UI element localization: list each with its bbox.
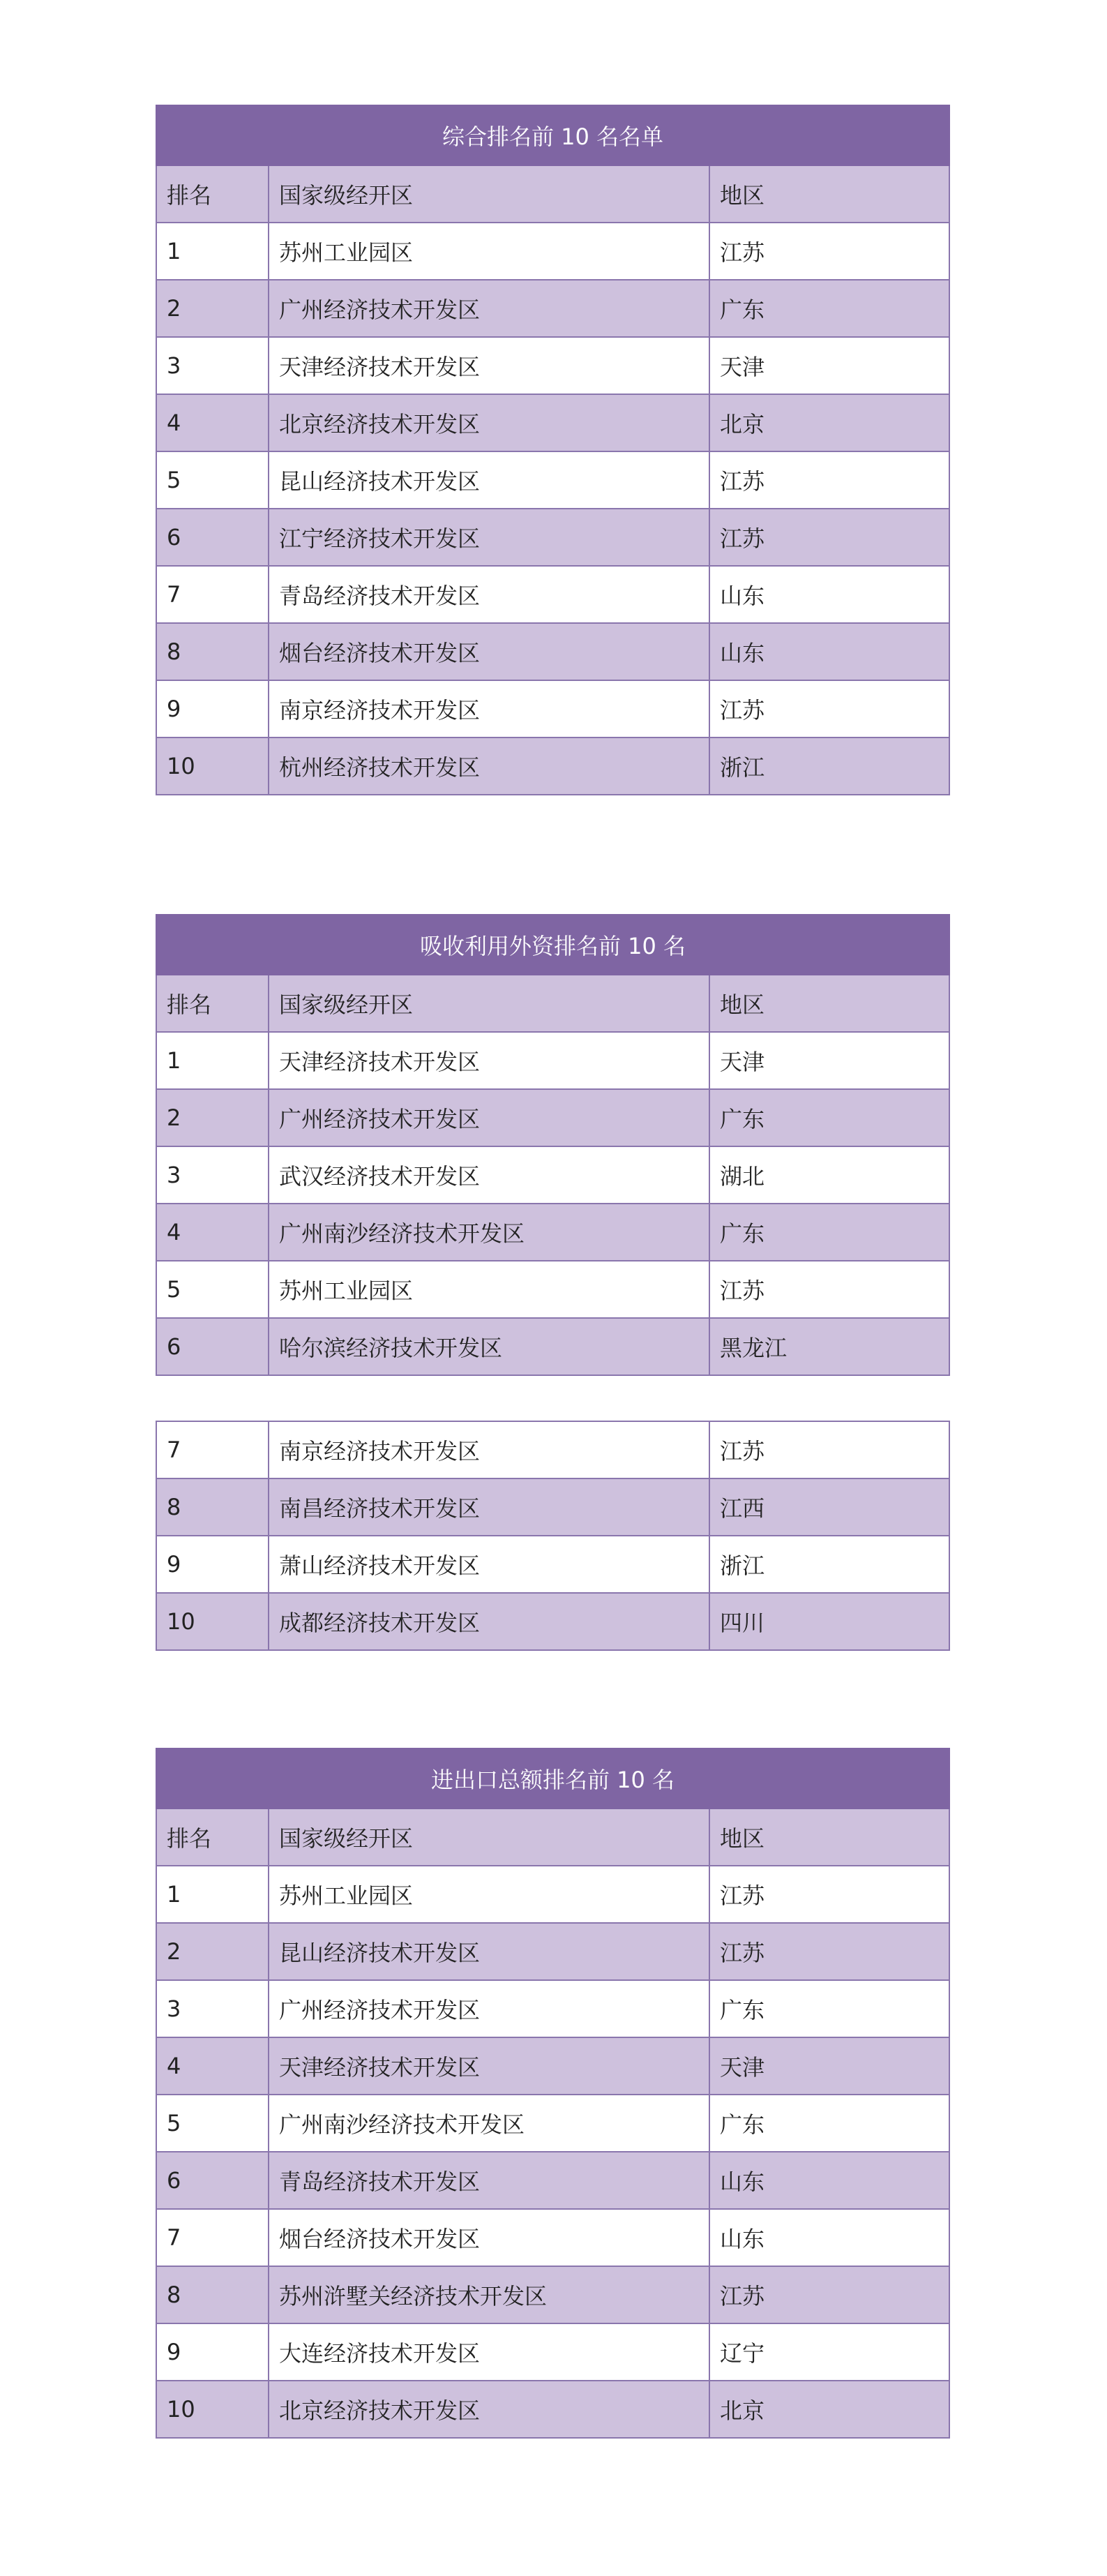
header-region: 地区	[709, 165, 949, 223]
zone-cell: 苏州工业园区	[269, 223, 709, 280]
table-row	[156, 280, 949, 337]
zone-cell: 天津经济技术开发区	[269, 337, 709, 394]
table-row	[156, 223, 949, 280]
region-cell: 江苏	[709, 680, 949, 737]
table-row	[156, 1089, 949, 1146]
region-cell: 广东	[709, 1980, 949, 2037]
header-region: 地区	[709, 975, 949, 1032]
region-cell: 江苏	[709, 509, 949, 566]
zone-cell: 昆山经济技术开发区	[269, 451, 709, 509]
region-cell: 江苏	[709, 1866, 949, 1923]
rank-cell: 5	[156, 2095, 269, 2152]
overall-ranking-table	[156, 105, 950, 795]
table-row	[156, 623, 949, 680]
table-header-row	[156, 975, 949, 1032]
zone-cell: 广州经济技术开发区	[269, 1089, 709, 1146]
region-cell: 江苏	[709, 223, 949, 280]
rank-cell: 6	[156, 2152, 269, 2209]
zone-cell: 青岛经济技术开发区	[269, 2152, 709, 2209]
rank-cell: 7	[156, 566, 269, 623]
zone-cell: 广州南沙经济技术开发区	[269, 1204, 709, 1261]
rank-cell: 6	[156, 509, 269, 566]
zone-cell: 烟台经济技术开发区	[269, 2209, 709, 2266]
zone-cell: 哈尔滨经济技术开发区	[269, 1318, 709, 1375]
region-cell: 北京	[709, 2381, 949, 2438]
foreign-investment-ranking-table-continued	[156, 1421, 950, 1651]
region-cell: 广东	[709, 1089, 949, 1146]
zone-cell: 天津经济技术开发区	[269, 2037, 709, 2095]
table-row	[156, 2381, 949, 2438]
rank-cell: 4	[156, 1204, 269, 1261]
table-title-row	[156, 1748, 949, 1809]
region-cell: 江苏	[709, 1421, 949, 1478]
region-cell: 江苏	[709, 2266, 949, 2323]
table-row	[156, 2266, 949, 2323]
region-cell: 广东	[709, 280, 949, 337]
table-row	[156, 337, 949, 394]
table-row	[156, 1923, 949, 1980]
header-rank: 排名	[156, 975, 269, 1032]
zone-cell: 萧山经济技术开发区	[269, 1536, 709, 1593]
rank-cell: 3	[156, 337, 269, 394]
table-row	[156, 1980, 949, 2037]
region-cell: 江苏	[709, 1923, 949, 1980]
region-cell: 四川	[709, 1593, 949, 1650]
header-zone: 国家级经开区	[269, 165, 709, 223]
region-cell: 广东	[709, 1204, 949, 1261]
header-zone: 国家级经开区	[269, 1809, 709, 1866]
table-row	[156, 451, 949, 509]
header-rank: 排名	[156, 165, 269, 223]
zone-cell: 天津经济技术开发区	[269, 1032, 709, 1089]
table-row	[156, 394, 949, 451]
rank-cell: 7	[156, 1421, 269, 1478]
rank-cell: 8	[156, 1478, 269, 1536]
region-cell: 山东	[709, 566, 949, 623]
table-row	[156, 509, 949, 566]
region-cell: 北京	[709, 394, 949, 451]
table-title: 综合排名前 10 名名单	[156, 105, 949, 165]
rank-cell: 10	[156, 737, 269, 795]
region-cell: 江苏	[709, 1261, 949, 1318]
rank-cell: 4	[156, 394, 269, 451]
zone-cell: 武汉经济技术开发区	[269, 1146, 709, 1204]
table-row	[156, 680, 949, 737]
foreign-investment-ranking-table	[156, 914, 950, 1376]
region-cell: 山东	[709, 2152, 949, 2209]
header-rank: 排名	[156, 1809, 269, 1866]
table-row	[156, 1204, 949, 1261]
zone-cell: 苏州工业园区	[269, 1261, 709, 1318]
rank-cell: 4	[156, 2037, 269, 2095]
table-row	[156, 1866, 949, 1923]
rank-cell: 1	[156, 1866, 269, 1923]
import-export-ranking-table	[156, 1748, 950, 2439]
table-row	[156, 566, 949, 623]
rank-cell: 6	[156, 1318, 269, 1375]
rank-cell: 8	[156, 2266, 269, 2323]
rank-cell: 9	[156, 680, 269, 737]
zone-cell: 大连经济技术开发区	[269, 2323, 709, 2381]
table-row	[156, 1593, 949, 1650]
zone-cell: 成都经济技术开发区	[269, 1593, 709, 1650]
region-cell: 山东	[709, 2209, 949, 2266]
rank-cell: 2	[156, 1089, 269, 1146]
region-cell: 天津	[709, 1032, 949, 1089]
zone-cell: 北京经济技术开发区	[269, 394, 709, 451]
zone-cell: 青岛经济技术开发区	[269, 566, 709, 623]
region-cell: 江西	[709, 1478, 949, 1536]
rank-cell: 3	[156, 1980, 269, 2037]
rank-cell: 7	[156, 2209, 269, 2266]
rank-cell: 10	[156, 1593, 269, 1650]
zone-cell: 杭州经济技术开发区	[269, 737, 709, 795]
table-row	[156, 1146, 949, 1204]
zone-cell: 南京经济技术开发区	[269, 680, 709, 737]
region-cell: 黑龙江	[709, 1318, 949, 1375]
table-title-row	[156, 915, 949, 975]
rank-cell: 2	[156, 1923, 269, 1980]
table-row	[156, 1261, 949, 1318]
table-title: 进出口总额排名前 10 名	[156, 1748, 949, 1809]
region-cell: 湖北	[709, 1146, 949, 1204]
table-row	[156, 2037, 949, 2095]
region-cell: 天津	[709, 2037, 949, 2095]
region-cell: 广东	[709, 2095, 949, 2152]
table-row	[156, 2209, 949, 2266]
rank-cell: 9	[156, 2323, 269, 2381]
table-header-row	[156, 165, 949, 223]
table-row	[156, 2152, 949, 2209]
zone-cell: 广州南沙经济技术开发区	[269, 2095, 709, 2152]
table-row	[156, 1421, 949, 1478]
zone-cell: 江宁经济技术开发区	[269, 509, 709, 566]
zone-cell: 南京经济技术开发区	[269, 1421, 709, 1478]
region-cell: 天津	[709, 337, 949, 394]
table-row	[156, 737, 949, 795]
table-title: 吸收利用外资排名前 10 名	[156, 915, 949, 975]
rank-cell: 10	[156, 2381, 269, 2438]
zone-cell: 苏州浒墅关经济技术开发区	[269, 2266, 709, 2323]
region-cell: 山东	[709, 623, 949, 680]
table-row	[156, 1032, 949, 1089]
region-cell: 浙江	[709, 1536, 949, 1593]
rank-cell: 1	[156, 1032, 269, 1089]
region-cell: 辽宁	[709, 2323, 949, 2381]
zone-cell: 烟台经济技术开发区	[269, 623, 709, 680]
table-row	[156, 1318, 949, 1375]
zone-cell: 广州经济技术开发区	[269, 1980, 709, 2037]
table-row	[156, 1478, 949, 1536]
region-cell: 江苏	[709, 451, 949, 509]
zone-cell: 南昌经济技术开发区	[269, 1478, 709, 1536]
zone-cell: 北京经济技术开发区	[269, 2381, 709, 2438]
table-row	[156, 1536, 949, 1593]
rank-cell: 8	[156, 623, 269, 680]
region-cell: 浙江	[709, 737, 949, 795]
table-title-row	[156, 105, 949, 165]
rank-cell: 3	[156, 1146, 269, 1204]
rank-cell: 1	[156, 223, 269, 280]
rank-cell: 9	[156, 1536, 269, 1593]
rank-cell: 5	[156, 1261, 269, 1318]
rank-cell: 2	[156, 280, 269, 337]
zone-cell: 广州经济技术开发区	[269, 280, 709, 337]
rank-cell: 5	[156, 451, 269, 509]
table-header-row	[156, 1809, 949, 1866]
table-row	[156, 2095, 949, 2152]
zone-cell: 昆山经济技术开发区	[269, 1923, 709, 1980]
header-zone: 国家级经开区	[269, 975, 709, 1032]
header-region: 地区	[709, 1809, 949, 1866]
zone-cell: 苏州工业园区	[269, 1866, 709, 1923]
table-row	[156, 2323, 949, 2381]
